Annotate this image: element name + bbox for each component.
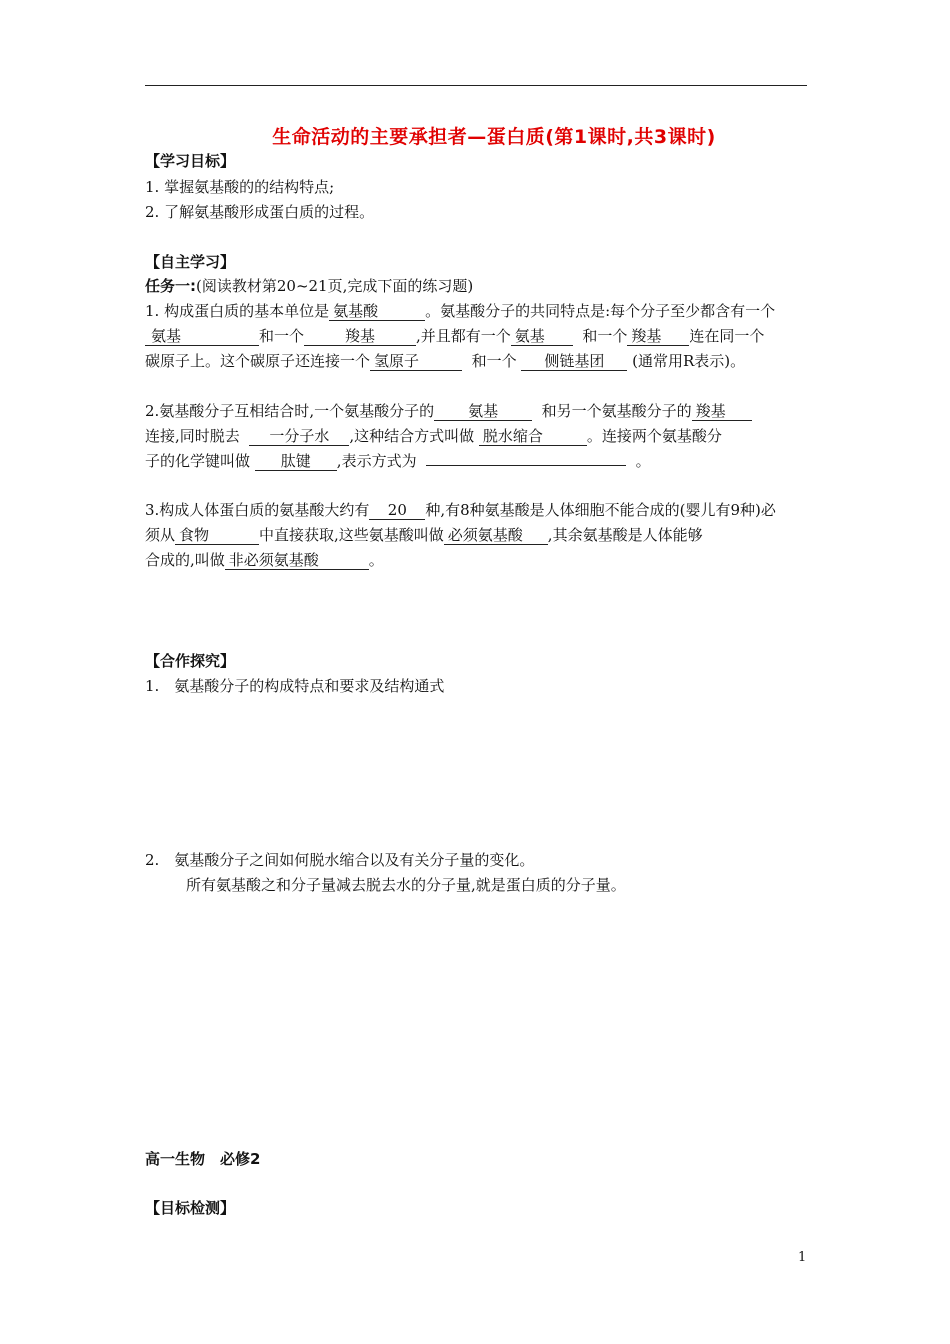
q1-answer-4: 氨基 [511, 327, 573, 346]
q1-text-2: 。氨基酸分子的共同特点是:每个分子至少都含有一个 [425, 302, 776, 320]
q3-text-6: 合成的,叫做 [145, 551, 225, 569]
q1-line-3 [145, 351, 745, 371]
q2-answer-3: 一分子水 [249, 427, 349, 446]
objective-item-2: 2. 了解氨基酸形成蛋白质的过程。 [145, 203, 375, 221]
q3-line-3 [145, 550, 384, 570]
q2-answer-1: 氨基 [434, 402, 532, 421]
cooperation-item-2: 2. 氨基酸分子之间如何脱水缩合以及有关分子量的变化。 [145, 851, 535, 869]
q2-text-6: 子的化学键叫做 [145, 452, 251, 470]
q3-answer-3: 必须氨基酸 [444, 526, 548, 545]
cooperation-item-2-note: 所有氨基酸之和分子量减去脱去水的分子量,就是蛋白质的分子量。 [186, 876, 626, 894]
q3-answer-2: 食物 [175, 526, 259, 545]
cooperation-item-1: 1. 氨基酸分子的构成特点和要求及结构通式 [145, 677, 445, 695]
q3-text-1: 3.构成人体蛋白质的氨基酸大约有 [145, 501, 370, 519]
page-number: 1 [798, 1250, 807, 1265]
q1-answer-3: 羧基 [304, 327, 416, 346]
q1-answer-6: 氢原子 [370, 352, 462, 371]
q1-text-4: ,并且都有一个 [416, 327, 511, 345]
header-rule [145, 85, 807, 86]
q3-answer-4: 非必须氨基酸 [225, 551, 369, 570]
page-title: 生命活动的主要承担者—蛋白质(第1课时,共3课时) [272, 126, 716, 148]
q3-answer-1: 20 [369, 501, 425, 520]
q3-text-5: ,其余氨基酸是人体能够 [547, 526, 703, 544]
q1-text-7: 碳原子上。这个碳原子还连接一个 [145, 352, 371, 370]
q1-answer-1: 氨基酸 [329, 302, 425, 321]
course-label: 高一生物 必修2 [145, 1150, 261, 1168]
task-one [145, 276, 473, 296]
q1-line-2 [145, 326, 764, 346]
q2-line-1 [145, 401, 752, 421]
q2-answer-5: 肽键 [255, 452, 337, 471]
q2-line-2 [145, 426, 722, 446]
task-text: (阅读教材第20~21页,完成下面的练习题) [196, 277, 474, 295]
q2-text-3: 连接,同时脱去 [145, 427, 240, 445]
q2-text-5: 。连接两个氨基酸分 [586, 427, 722, 445]
task-label: 任务一: [145, 277, 196, 295]
q1-text-1: 1. 构成蛋白质的基本单位是 [145, 302, 330, 320]
q3-line-1 [145, 500, 776, 520]
objectives-heading: 【学习目标】 [145, 152, 236, 170]
self-study-heading: 【自主学习】 [145, 253, 236, 271]
q2-answer-2: 羧基 [692, 402, 752, 421]
q1-text-5: 和一个 [582, 327, 628, 345]
q1-answer-5: 羧基 [627, 327, 689, 346]
q2-line-3 [145, 451, 651, 471]
q1-line-1 [145, 301, 775, 321]
q1-text-8: 和一个 [471, 352, 517, 370]
q2-text-2: 和另一个氨基酸分子的 [541, 402, 692, 420]
q3-text-7: 。 [368, 551, 384, 569]
q1-text-3: 和一个 [259, 327, 305, 345]
objective-item-1: 1. 掌握氨基酸的的结构特点; [145, 178, 335, 196]
q3-line-2 [145, 525, 703, 545]
q3-text-2: 种,有8种氨基酸是人体细胞不能合成的(婴儿有9种)必 [425, 501, 776, 519]
q3-text-3: 须从 [145, 526, 176, 544]
q2-text-4: ,这种结合方式叫做 [349, 427, 475, 445]
check-heading: 【目标检测】 [145, 1199, 236, 1217]
q1-text-6: 连在同一个 [689, 327, 765, 345]
q2-text-8: 。 [635, 452, 651, 470]
q2-answer-blank [426, 465, 626, 466]
q1-answer-2: 氨基 [145, 327, 259, 346]
q1-answer-7: 侧链基团 [521, 352, 627, 371]
q2-answer-4: 脱水缩合 [479, 427, 587, 446]
q1-text-9: (通常用R表示)。 [632, 352, 746, 370]
q2-text-7: ,表示方式为 [336, 452, 417, 470]
q3-text-4: 中直接获取,这些氨基酸叫做 [259, 526, 444, 544]
cooperation-heading: 【合作探究】 [145, 652, 236, 670]
q2-text-1: 2.氨基酸分子互相结合时,一个氨基酸分子的 [145, 402, 435, 420]
